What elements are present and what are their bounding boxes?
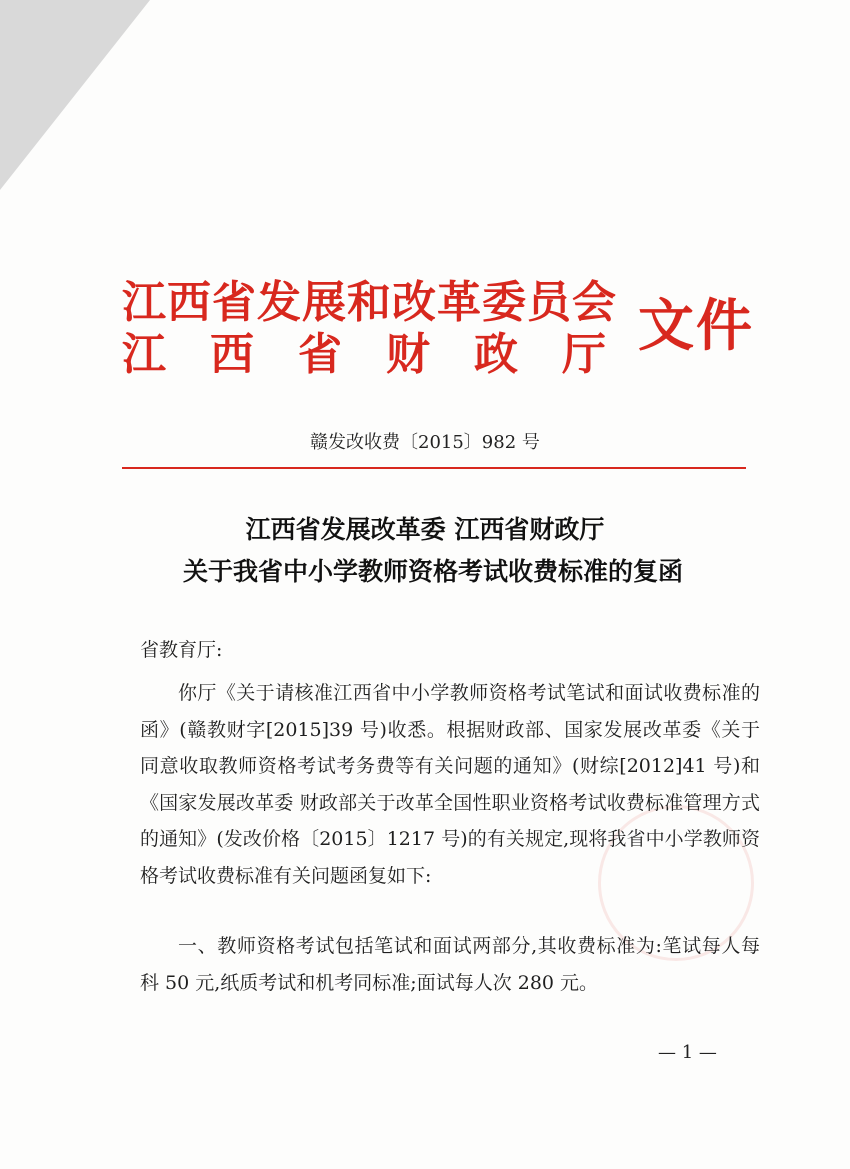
body-paragraph-1: 你厅《关于请核准江西省中小学教师资格考试笔试和面试收费标准的函》(赣教财字[2015]39 号)收悉。根据财政部、国家发展改革委《关于同意收取教师资格考试考务费等有关问题的通知》(财综[2012]41 号)和《国家发展改革委 财政部关于改革全国性职业资格考试收费标准管理方式的通知》(发改价格〔2015〕1217 号)的有关规定,现将我省中小学教师资格考试收费标准有关问题函复如下: — [140, 682, 760, 887]
title-line-2: 关于我省中小学教师资格考试收费标准的复函 — [182, 557, 683, 586]
issuer-line-1: 江西省发展和改革委员会 — [122, 277, 617, 328]
body-paragraph-2: 一、教师资格考试包括笔试和面试两部分,其收费标准为:笔试每人每科 50 元,纸质考试和机考同标准;面试每人次 280 元。 — [140, 935, 760, 994]
addressee: 省教育厅: — [140, 639, 223, 661]
issuer-line-2 — [122, 318, 650, 382]
red-divider-line — [122, 467, 746, 469]
issuer-char: 江 — [122, 329, 166, 380]
issuer-char: 西 — [210, 329, 254, 380]
document-type-label: 文件 — [638, 293, 754, 359]
issuer-char: 政 — [474, 329, 518, 380]
document-number: 赣发改收费〔2015〕982 号 — [310, 432, 540, 453]
issuer-char: 厅 — [562, 329, 606, 380]
issuer-char: 省 — [298, 329, 342, 380]
title-line-1: 江西省发展改革委 江西省财政厅 — [245, 515, 605, 544]
page-number: — 1 — — [658, 1042, 717, 1063]
folded-corner — [0, 0, 150, 190]
issuer-char: 财 — [386, 329, 430, 380]
